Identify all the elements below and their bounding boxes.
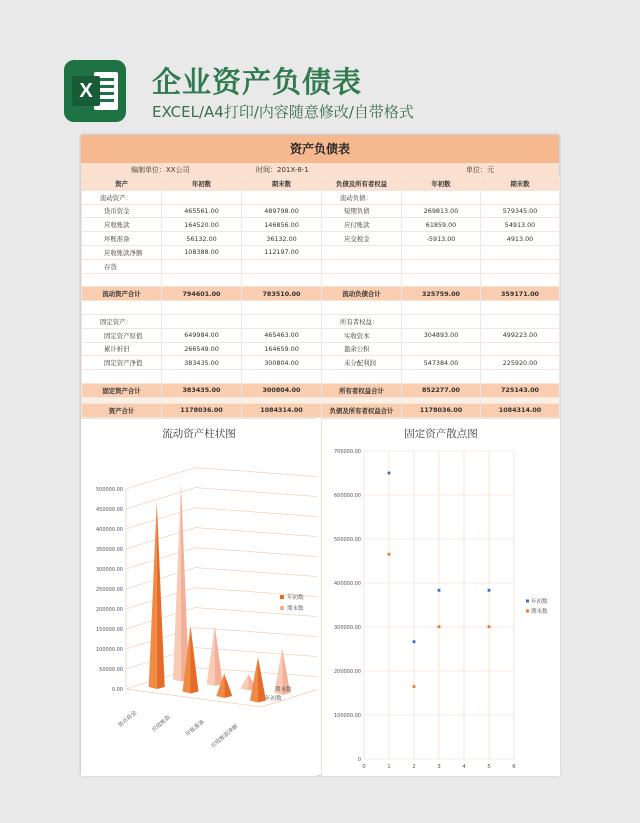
scatter-point	[388, 472, 391, 475]
table-cell[interactable]: 146856.00	[242, 218, 322, 232]
cone-bar-face	[149, 501, 157, 689]
scatter-chart-title: 固定资产散点图	[404, 428, 478, 440]
legend-swatch	[526, 600, 529, 603]
table-cell[interactable]: 383435.00	[162, 356, 242, 370]
y-tick-label: 700000.00	[333, 449, 361, 455]
unit-label: 单位：元	[466, 166, 494, 174]
table-cell[interactable]: 725143.00	[481, 383, 560, 397]
gridline-back	[195, 568, 317, 578]
table-cell[interactable]	[322, 245, 402, 259]
table-cell[interactable]: 383435.00	[162, 383, 242, 397]
table-cell[interactable]: 累计折旧	[82, 342, 162, 356]
y-tick-label: 100000.00	[95, 647, 123, 653]
table-cell[interactable]	[82, 370, 162, 384]
table-cell[interactable]	[162, 190, 242, 204]
x-tick-label: 0	[362, 764, 366, 770]
table-cell[interactable]	[402, 190, 481, 204]
x-category-label: 应收账款	[151, 714, 172, 734]
table-cell[interactable]: 499223.00	[481, 328, 560, 342]
fixed-assets-scatter-chart	[322, 419, 560, 776]
table-cell[interactable]: 36132.00	[242, 232, 322, 246]
table-row	[82, 218, 560, 232]
legend-swatch	[280, 606, 284, 610]
y-tick-label: 150000.00	[95, 627, 123, 633]
legend-label: 期末数	[531, 609, 548, 615]
table-cell[interactable]: 固定资产原值	[82, 328, 162, 342]
column-header: 年初数	[162, 177, 242, 191]
table-cell[interactable]	[402, 370, 481, 384]
x-tick-label: 1	[387, 764, 391, 770]
y-tick-label: 250000.00	[95, 587, 123, 593]
fixed-assets-chart-panel	[321, 418, 560, 776]
x-category-label: 坏账准备	[184, 719, 206, 738]
excel-logo	[64, 60, 126, 122]
table-cell[interactable]	[82, 301, 162, 315]
table-cell[interactable]: 所有者权益合计	[322, 383, 402, 397]
y-tick-label: 200000.00	[333, 669, 361, 675]
gridline-back	[195, 488, 317, 498]
table-row	[82, 204, 560, 218]
table-row	[82, 301, 560, 315]
total-row	[82, 287, 560, 301]
gridline-left	[126, 508, 195, 529]
y-tick-label: 350000.00	[95, 547, 123, 553]
y-tick-label: 400000.00	[333, 581, 361, 587]
table-cell[interactable]	[162, 259, 242, 273]
table-cell[interactable]: 649984.00	[162, 328, 242, 342]
table-cell[interactable]: 所有者权益：	[322, 314, 402, 328]
sheet-title: 资产负债表	[81, 135, 559, 163]
table-cell[interactable]: 资产合计	[82, 403, 162, 417]
current-assets-bar-chart	[81, 419, 317, 776]
table-row	[82, 273, 560, 287]
x-tick-label: 5	[487, 764, 491, 770]
page-subtitle: EXCEL/A4打印/内容随意修改/自带格式	[152, 103, 414, 121]
table-cell[interactable]: 流动资产：	[82, 190, 162, 204]
table-cell[interactable]: 未分配利润	[322, 356, 402, 370]
column-header: 负债及所有者权益	[322, 177, 402, 191]
page-title: 企业资产负债表	[152, 65, 363, 99]
gridline-left	[126, 468, 195, 489]
table-cell[interactable]: 存货	[82, 259, 162, 273]
table-cell[interactable]	[402, 259, 481, 273]
gridline-back	[195, 548, 317, 558]
table-cell[interactable]: 1084314.00	[242, 403, 322, 417]
table-cell[interactable]	[402, 314, 481, 328]
table-cell[interactable]: 300804.00	[242, 383, 322, 397]
table-cell[interactable]	[242, 190, 322, 204]
table-cell[interactable]: 112197.00	[242, 245, 322, 259]
table-cell[interactable]: 269813.00	[402, 204, 481, 218]
cone-bar-face	[215, 625, 223, 686]
x-tick-label: 3	[437, 764, 441, 770]
cone-bar-face	[240, 674, 248, 690]
table-cell[interactable]	[402, 245, 481, 259]
table-cell[interactable]: 应收账款	[82, 218, 162, 232]
table-cell[interactable]	[402, 301, 481, 315]
balance-table	[81, 176, 560, 418]
table-cell[interactable]	[322, 259, 402, 273]
depth-axis-label: 期末数	[275, 687, 292, 693]
sheet-meta-row	[81, 163, 559, 176]
table-cell[interactable]: 783510.00	[242, 287, 322, 301]
scatter-point	[438, 625, 441, 628]
table-cell[interactable]: -5913.00	[402, 232, 481, 246]
scatter-point	[413, 685, 416, 688]
table-cell[interactable]	[242, 301, 322, 315]
table-cell[interactable]: 108388.00	[162, 245, 242, 259]
table-cell[interactable]	[481, 314, 560, 328]
table-cell[interactable]: 固定资产合计	[82, 383, 162, 397]
table-cell[interactable]: 4913.00	[481, 232, 560, 246]
table-cell[interactable]	[322, 370, 402, 384]
column-header: 年初数	[402, 177, 481, 191]
table-cell[interactable]	[481, 190, 560, 204]
x-tick-label: 2	[412, 764, 416, 770]
table-row	[82, 370, 560, 384]
table-cell[interactable]: 负债及所有者权益合计	[322, 403, 402, 417]
scatter-point	[488, 589, 491, 592]
table-cell[interactable]: 货币资金	[82, 204, 162, 218]
table-row	[82, 245, 560, 259]
legend-label: 年初数	[287, 595, 304, 601]
table-cell[interactable]: 应收账款净额	[82, 245, 162, 259]
table-row	[82, 232, 560, 246]
y-tick-label: 600000.00	[333, 493, 361, 499]
table-cell[interactable]: 盈余公积	[322, 342, 402, 356]
table-cell[interactable]: 164520.00	[162, 218, 242, 232]
column-header: 期末数	[481, 177, 560, 191]
cone-bar-face	[190, 626, 198, 694]
scatter-point	[488, 625, 491, 628]
table-cell[interactable]: 61859.00	[402, 218, 481, 232]
y-tick-label: 0	[357, 757, 361, 763]
table-row	[82, 314, 560, 328]
x-tick-label: 4	[462, 764, 466, 770]
x-category-label: 货币资金	[117, 710, 139, 729]
legend-label: 期末数	[287, 606, 304, 612]
cone-bar-face	[207, 625, 215, 686]
balance-sheet	[81, 135, 559, 775]
table-cell[interactable]: 164659.00	[242, 342, 322, 356]
table-cell[interactable]: 固定资产：	[82, 314, 162, 328]
scatter-point	[413, 640, 416, 643]
total-row	[82, 383, 560, 397]
column-header: 资产	[82, 177, 162, 191]
table-cell[interactable]: 短期负债	[322, 204, 402, 218]
gridline-left	[126, 548, 195, 569]
table-cell[interactable]	[162, 314, 242, 328]
table-cell[interactable]: 流动负债：	[322, 190, 402, 204]
y-tick-label: 100000.00	[333, 713, 361, 719]
y-tick-label: 450000.00	[95, 507, 123, 513]
table-cell[interactable]	[481, 370, 560, 384]
table-cell[interactable]	[402, 273, 481, 287]
table-cell[interactable]: 225920.00	[481, 356, 560, 370]
table-cell[interactable]: 1178036.00	[162, 403, 242, 417]
table-cell[interactable]	[242, 259, 322, 273]
date-label: 时间：201X-8-1	[256, 166, 309, 174]
column-header: 期末数	[242, 177, 322, 191]
table-row	[82, 356, 560, 370]
y-tick-label: 500000.00	[95, 487, 123, 493]
legend-swatch	[526, 610, 529, 613]
table-cell[interactable]: 1178036.00	[402, 403, 481, 417]
x-tick-label: 6	[512, 764, 516, 770]
legend-label: 年初数	[531, 599, 548, 605]
table-row	[82, 259, 560, 273]
x-category-label: 应收账款净额	[210, 723, 240, 750]
y-tick-label: 50000.00	[99, 667, 123, 673]
gridline-left	[126, 528, 195, 549]
gridline-left	[126, 488, 195, 509]
table-cell[interactable]: 304893.00	[402, 328, 481, 342]
table-row	[82, 342, 560, 356]
table-cell[interactable]	[481, 259, 560, 273]
scatter-point	[438, 589, 441, 592]
table-cell[interactable]: 固定资产净值	[82, 356, 162, 370]
table-cell[interactable]: 1084314.00	[481, 403, 560, 417]
table-cell[interactable]: 465561.00	[162, 204, 242, 218]
gridline-back	[195, 528, 317, 538]
table-cell[interactable]	[481, 273, 560, 287]
table-cell[interactable]	[242, 314, 322, 328]
y-tick-label: 400000.00	[95, 527, 123, 533]
cone-bar-face	[157, 501, 165, 689]
table-cell[interactable]: 流动资产合计	[82, 287, 162, 301]
legend-swatch	[280, 595, 284, 599]
table-cell[interactable]: 852277.00	[402, 383, 481, 397]
table-cell[interactable]: 56132.00	[162, 232, 242, 246]
table-cell[interactable]	[402, 342, 481, 356]
table-cell[interactable]	[242, 273, 322, 287]
table-cell[interactable]: 579345.00	[481, 204, 560, 218]
table-cell[interactable]	[481, 301, 560, 315]
company-label: 编制单位：XX公司	[131, 166, 190, 174]
table-header-row	[82, 177, 560, 191]
table-cell[interactable]	[481, 245, 560, 259]
table-cell[interactable]: 54913.00	[481, 218, 560, 232]
table-cell[interactable]: 坏账准备	[82, 232, 162, 246]
bar-chart-title: 流动资产柱状图	[162, 428, 236, 440]
table-cell[interactable]: 300804.00	[242, 356, 322, 370]
depth-axis-label: 年初数	[265, 696, 282, 702]
table-cell[interactable]: 794601.00	[162, 287, 242, 301]
table-cell[interactable]: 325759.00	[402, 287, 481, 301]
table-cell[interactable]: 266549.00	[162, 342, 242, 356]
table-cell[interactable]: 489798.00	[242, 204, 322, 218]
excel-x-icon: X	[72, 76, 100, 106]
y-tick-label: 200000.00	[95, 607, 123, 613]
gridline-back	[195, 468, 317, 478]
table-cell[interactable]: 流动负债合计	[322, 287, 402, 301]
scatter-point	[388, 553, 391, 556]
table-cell[interactable]: 465463.00	[242, 328, 322, 342]
y-tick-label: 500000.00	[333, 537, 361, 543]
table-cell[interactable]	[481, 342, 560, 356]
table-cell[interactable]	[162, 370, 242, 384]
table-cell[interactable]: 547384.00	[402, 356, 481, 370]
gridline-back	[195, 508, 317, 518]
total-row	[82, 403, 560, 417]
current-assets-chart-panel	[81, 418, 317, 776]
cone-bar-face	[224, 674, 232, 698]
table-cell[interactable]: 应付账款	[322, 218, 402, 232]
table-row	[82, 328, 560, 342]
table-cell[interactable]	[322, 273, 402, 287]
table-cell[interactable]	[162, 273, 242, 287]
table-cell[interactable]: 实收资本	[322, 328, 402, 342]
table-cell[interactable]: 应交税金	[322, 232, 402, 246]
table-cell[interactable]	[162, 301, 242, 315]
table-cell[interactable]: 359171.00	[481, 287, 560, 301]
table-cell[interactable]	[242, 370, 322, 384]
table-cell[interactable]	[82, 273, 162, 287]
y-tick-label: 300000.00	[95, 567, 123, 573]
table-row	[82, 190, 560, 204]
y-tick-label: 300000.00	[333, 625, 361, 631]
y-tick-label: 0.00	[111, 687, 123, 693]
table-cell[interactable]	[322, 301, 402, 315]
